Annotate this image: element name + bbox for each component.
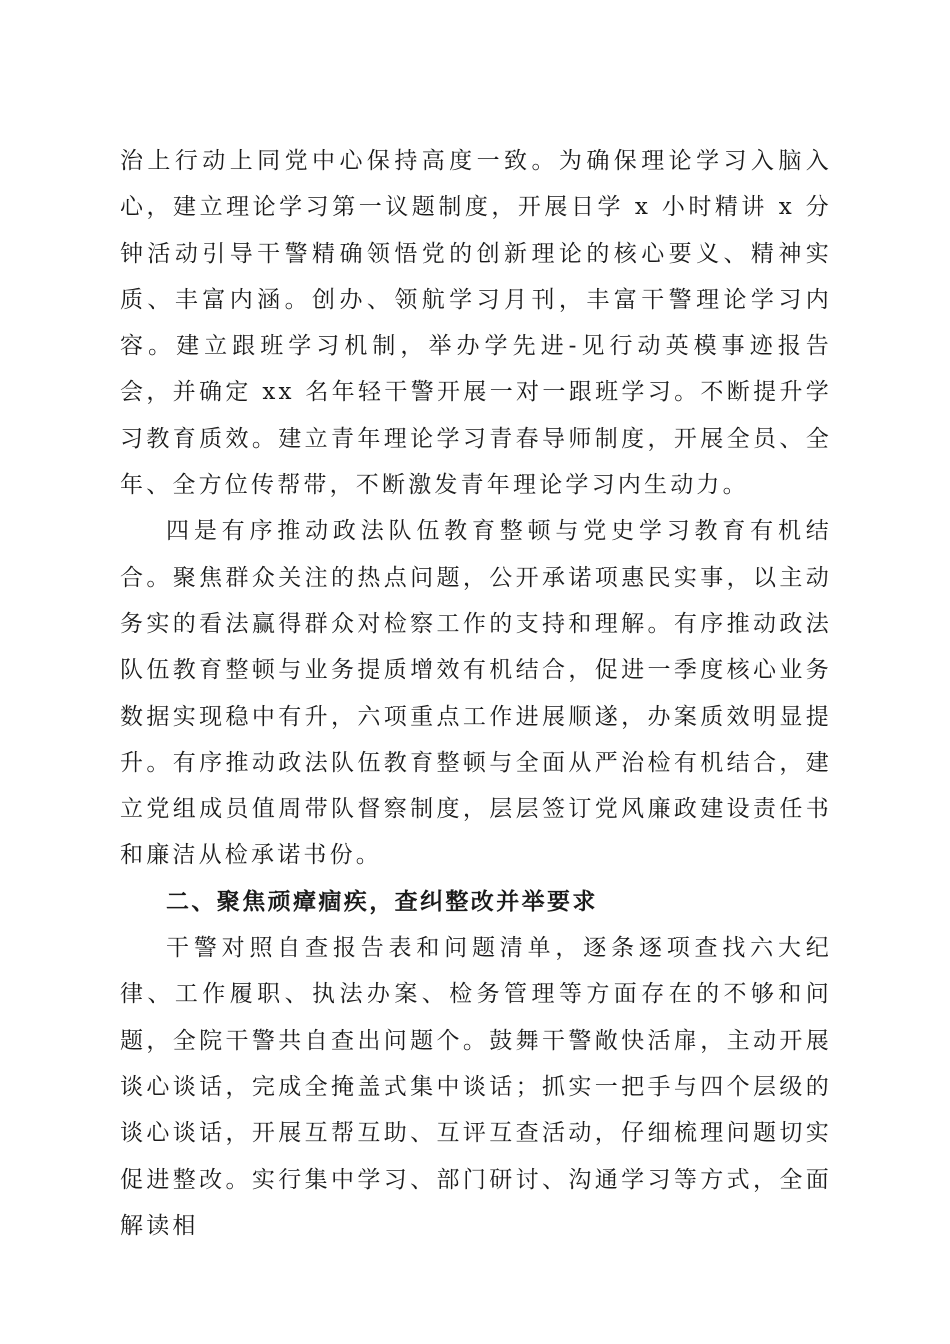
paragraph-self-check: 干警对照自查报告表和问题清单，逐条逐项查找六大纪律、工作履职、执法办案、检务管理等方面存在的不够和问题，全院干警共自查出问题个。鼓舞干警敞快活扉，主动开展谈心谈话，完成全掩盖式集中谈话；抓实一把手与四个层级的谈心谈话，开展互帮互助、互评互查活动，仔细梳理问题切实促进整改。实行集中学习、部门研讨、沟通学习等方式，全面解读相 xyxy=(120,935,832,1239)
paragraph-continuation: 治上行动上同党中心保持高度一致。为确保理论学习入脑入心，建立理论学习第一议题制度，开展日学 x 小时精讲 x 分钟活动引导干警精确领悟党的创新理论的核心要义、精神实质、丰富内涵。创办、领航学习月刊，丰富干警理论学习内容。建立跟班学习机制，举办学先进-见行动英模事迹报告会，并确定 xx 名年轻干警开展一对一跟班学习。不断提升学习教育质效。建立青年理论学习青春导师制度，开展全员、全年、全方位传帮带，不断激发青年理论学习内生动力。 xyxy=(120,148,832,499)
section-heading-two: 二、聚焦顽瘴痼疾，查纠整改并举要求 xyxy=(166,888,598,915)
paragraph-point-four: 四是有序推动政法队伍教育整顿与党史学习教育有机结合。聚焦群众关注的热点问题，公开承诺项惠民实事，以主动务实的看法赢得群众对检察工作的支持和理解。有序推动政法队伍教育整顿与业务提质增效有机结合，促进一季度核心业务数据实现稳中有升，六项重点工作进展顺遂，办案质效明显提升。有序推动政法队伍教育整顿与全面从严治检有机结合，建立党组成员值周带队督察制度，层层签订党风廉政建设责任书和廉洁从检承诺书份。 xyxy=(120,518,832,869)
document-body xyxy=(120,138,832,1249)
